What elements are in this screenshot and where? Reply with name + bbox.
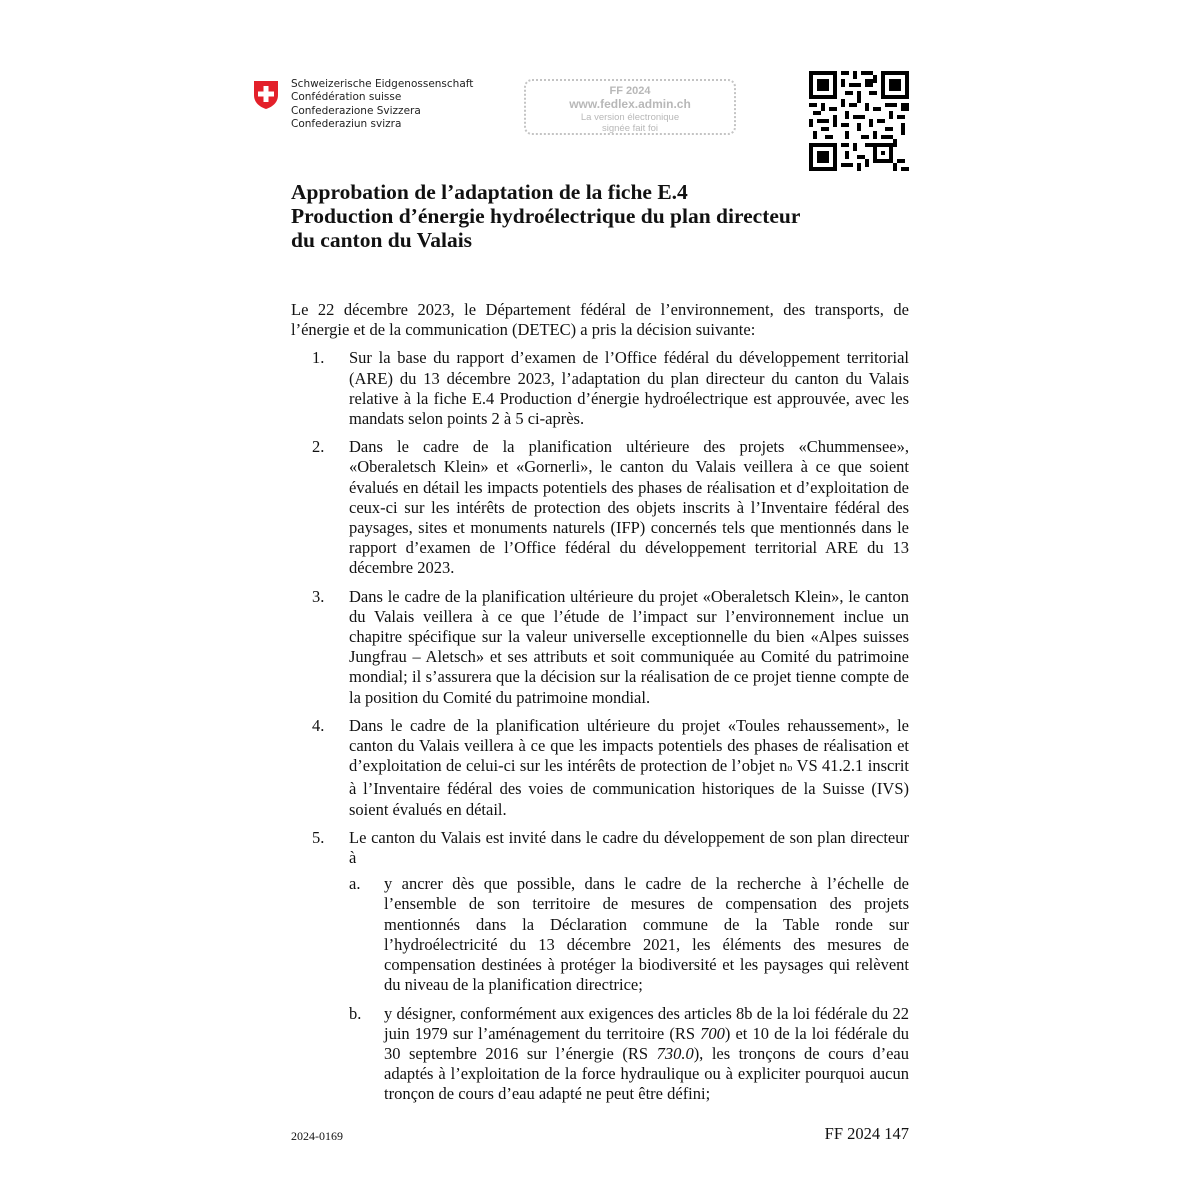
item-number: 2.	[312, 437, 325, 457]
superscript-o: o	[787, 763, 793, 775]
decision-list	[291, 348, 909, 1104]
decision-item-1	[291, 348, 909, 429]
sub-item-text: y ancrer dès que possible, dans le cadre de la recherche à l’échelle de l’ensemble de son territoire de mesures de compensation des projets mentionnés dans la Déclaration commune de la Table ronde sur l’hydroélectricité du 13 décembre 2021, les éléments des mesures de compensation destinées à protéger la biodiversité et les paysages qui relèvent du niveau de la planification directrice;	[384, 874, 909, 995]
decision-item-3	[291, 587, 909, 708]
title-line-1: Approbation de l’adaptation de la fiche E.4	[291, 180, 688, 204]
stamp-line-4: signée fait foi	[602, 123, 658, 134]
sub-item-letter: a.	[349, 874, 361, 894]
intro-paragraph: Le 22 décembre 2023, le Département fédéral de l’environnement, des transports, de l’énergie et de la communication (DETEC) a pris la décision suivante:	[291, 300, 909, 340]
item-text: Sur la base du rapport d’examen de l’Office fédéral du développement territorial (ARE) du 13 décembre 2023, l’adaptation du plan directeur du canton du Valais relative à la fiche E.4 Production d’énergie hydroélectrique est approuvée, avec les mandats selon points 2 à 5 ci-après.	[349, 348, 909, 429]
qr-code-icon	[809, 71, 909, 171]
sub-item-b	[349, 1004, 909, 1105]
rs-reference-link: 730.0	[656, 1043, 694, 1063]
sub-list	[349, 874, 909, 1104]
title-line-3: du canton du Valais	[291, 228, 473, 252]
item-text: Dans le cadre de la planification ultérieure des projets «Chummensee», «Oberaletsch Klein» et «Gornerli», le canton du Valais veillera à ce que soient évalués en détail les impacts potentiels des phases de réalisation et d’exploitation de ceux-ci sur les intérêts de protection des objets inscrits à l’Inventaire fédéral des paysages, sites et monuments naturels (IFP) concernés tels que mentionnés dans le rapport d’examen de l’Office fédéral du développement territorial ARE du 13 décembre 2023.	[349, 437, 909, 578]
decision-item-2	[291, 437, 909, 578]
decision-item-4	[291, 716, 909, 820]
item-text: Dans le cadre de la planification ultérieure du projet «Oberaletsch Klein», le canton du Valais veillera à ce que l’étude de l’impact sur l’environnement inclue un chapitre spécifique sur la valeur universelle exceptionnelle du bien «Alpes suisses Jungfrau – Aletsch» et ses attributs et soit communiquée au Comité du patrimoine mondial; il s’assurera que la décision sur la réalisation de ce projet tienne compte de la position du Comité du patrimoine mondial.	[349, 586, 909, 707]
stamp-line-1: FF 2024	[609, 85, 651, 97]
signature-stamp	[524, 79, 736, 135]
item-number: 5.	[312, 827, 325, 847]
footer-document-id: 2024-0169	[291, 1129, 343, 1143]
document-body	[291, 300, 909, 1113]
title-line-2: Production d’énergie hydroélectrique du plan directeur	[291, 204, 801, 228]
stamp-line-3: La version électronique	[580, 112, 680, 123]
sub-item-a	[349, 874, 909, 995]
item-text-part: Dans le cadre de la planification ultérieure du projet «Toules rehaussement», le canton du Valais veillera à ce que les impacts potentiels des phases de réalisation et d’exploitation de celui-ci sur les intérêts de protection de l’objet n	[349, 715, 909, 776]
decision-item-5	[291, 828, 909, 1105]
gov-name-de: Schweizerische Eidgenossenschaft	[291, 78, 474, 90]
stamp-line-2: www.fedlex.admin.ch	[569, 97, 691, 111]
gov-name-rm: Confederaziun svizra	[291, 117, 402, 130]
item-text-part: VS 41.2.1 inscrit à l’Inventaire fédéral des voies de communication historiques de la Suisse (IVS) soient évalués en détail.	[349, 756, 909, 819]
sub-item-text-part: y désigner, conformément aux exigences des articles 8b de la loi fédérale du 22 juin 1979 sur l’aménagement du territoire (RS	[384, 1003, 909, 1043]
sub-item-letter: b.	[349, 1003, 362, 1023]
sub-item-text	[384, 1004, 909, 1105]
item-text	[349, 716, 909, 820]
item-text: Le canton du Valais est invité dans le cadre du développement de son plan directeur à	[349, 827, 909, 868]
government-names	[291, 78, 473, 131]
gov-name-fr: Confédération suisse	[291, 91, 402, 104]
footer-reference: FF 2024 147	[824, 1124, 909, 1143]
document-title	[291, 180, 931, 252]
swiss-cross-icon	[253, 80, 279, 110]
gov-name-it: Confederazione Svizzera	[291, 104, 421, 117]
sub-item-text-part: ), les tronçons de cours d’eau adaptés à l’exploitation de la force hydraulique ou à expliciter pourquoi aucun tronçon de cours d’eau adapté ne peut être défini;	[384, 1043, 909, 1104]
item-number: 1.	[312, 348, 325, 368]
item-number: 3.	[312, 586, 325, 606]
item-number: 4.	[312, 715, 325, 735]
sub-item-text-part: ) et 10 de la loi fédérale du 30 septembre 2016 sur l’énergie (RS	[384, 1023, 909, 1063]
rs-reference-link: 700	[700, 1023, 725, 1043]
